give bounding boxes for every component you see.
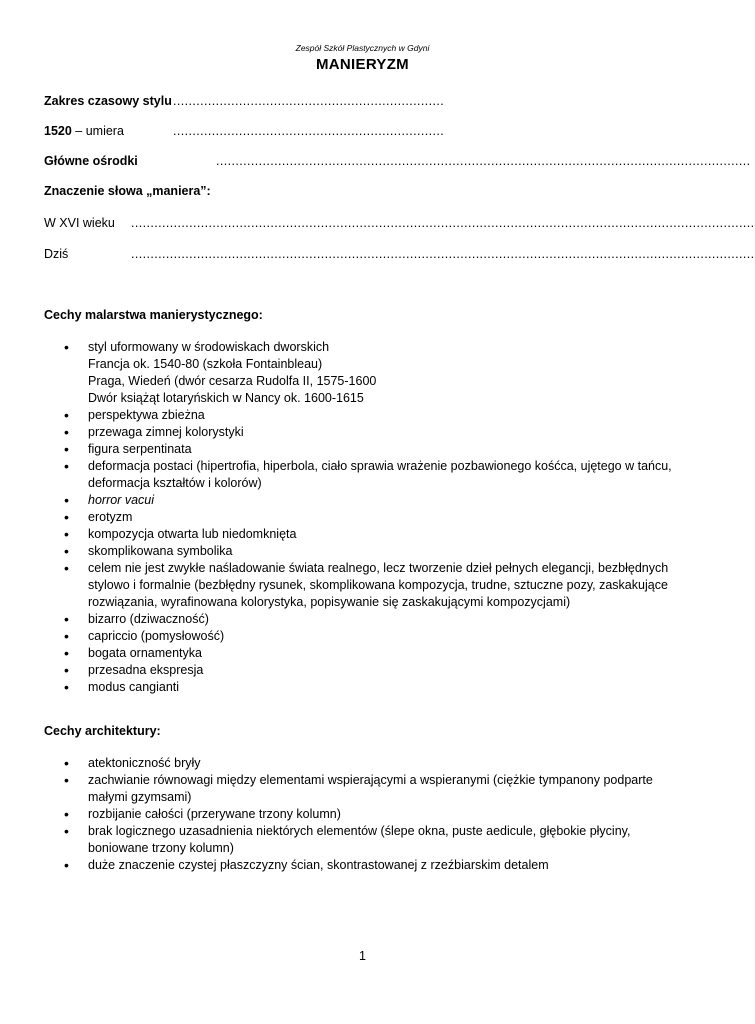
list-item: • modus cangianti (44, 679, 684, 696)
year-row (44, 124, 445, 140)
time-range-row (44, 94, 445, 110)
list-item: • erotyzm (44, 509, 684, 526)
today-blank[interactable]: ................................................................................................................................................................. (131, 247, 755, 261)
architecture-heading: Cechy architektury: (44, 724, 161, 738)
list-item: • deformacja postaci (hipertrofia, hiperbola, ciało sprawia wrażenie pozbawionego kośćca, ujętego w tańcu, deformacja kształtów i kolorów) (44, 458, 684, 492)
list-item (44, 339, 684, 407)
list-item: • przesadna ekspresja (44, 662, 684, 679)
list-subitem: Dwór książąt lotaryńskich w Nancy ok. 1600-1615 (88, 391, 364, 405)
list-item: • atektoniczność bryły (44, 755, 684, 772)
list-item: • horror vacui (44, 492, 684, 509)
today-row (44, 247, 755, 263)
list-item: • celem nie jest zwykłe naśladowanie świata realnego, lecz tworzenie dzieł pełnych elegancji, bezbłędnych stylowo i formalnie (bezbłędny rysunek, skomplikowana kompozycja, trudne, sztuczne pozy, zaskakujące rozwiązania, wyrafinowana kolorystyka, popisywanie się zaskakującymi kompozycjami) (44, 560, 684, 611)
painting-heading: Cechy malarstwa manierystycznego: (44, 308, 263, 322)
page-title: MANIERYZM (316, 56, 409, 73)
list-item: • przewaga zimnej kolorystyki (44, 424, 684, 441)
year-label (44, 124, 124, 138)
time-range-blank[interactable]: ...................................................................... (173, 94, 445, 108)
list-subitem: Francja ok. 1540-80 (szkoła Fontainbleau) (88, 357, 323, 371)
list-item: • bogata ornamentyka (44, 645, 684, 662)
list-item: • skomplikowana symbolika (44, 543, 684, 560)
page-number: 1 (359, 949, 366, 963)
list-item: • rozbijanie całości (przerywane trzony kolumn) (44, 806, 684, 823)
list-item: • figura serpentinata (44, 441, 684, 458)
year-label-bold: 1520 (44, 124, 72, 138)
list-item: • zachwianie równowagi między elementami wspierającymi a wspieranymi (ciężkie tympanony podparte małymi gzymsami) (44, 772, 684, 806)
centers-label: Główne ośrodki (44, 154, 138, 168)
architecture-list (44, 755, 684, 874)
meaning-label: Znaczenie słowa „maniera”: (44, 184, 211, 198)
school-name: Zespół Szkół Plastycznych w Gdyni (295, 43, 430, 53)
list-item: • kompozycja otwarta lub niedomknięta (44, 526, 684, 543)
xvi-label: W XVI wieku (44, 216, 115, 230)
centers-row (44, 154, 751, 170)
xvi-row (44, 216, 755, 232)
list-subitem: Praga, Wiedeń (dwór cesarza Rudolfa II, 1575-1600 (88, 374, 377, 388)
year-blank[interactable]: ...................................................................... (173, 124, 445, 138)
list-item: • perspektywa zbieżna (44, 407, 684, 424)
list-item: • capriccio (pomysłowość) (44, 628, 684, 645)
year-label-rest: – umiera (71, 124, 124, 138)
list-item: • bizarro (dziwaczność) (44, 611, 684, 628)
list-item-text: • styl uformowany w środowiskach dworskich (88, 340, 330, 354)
centers-blank[interactable]: .......................................................................................................................................... (216, 154, 751, 168)
xvi-blank[interactable]: ................................................................................................................................................................. (131, 216, 755, 230)
time-range-label: Zakres czasowy stylu (44, 94, 172, 108)
list-item: • duże znaczenie czystej płaszczyzny ścian, skontrastowanej z rzeźbiarskim detalem (44, 857, 684, 874)
painting-list (44, 339, 684, 696)
list-item: • brak logicznego uzasadnienia niektórych elementów (ślepe okna, puste aedicule, głębokie płyciny, boniowane trzony kolumn) (44, 823, 684, 857)
today-label: Dziś (44, 247, 69, 261)
